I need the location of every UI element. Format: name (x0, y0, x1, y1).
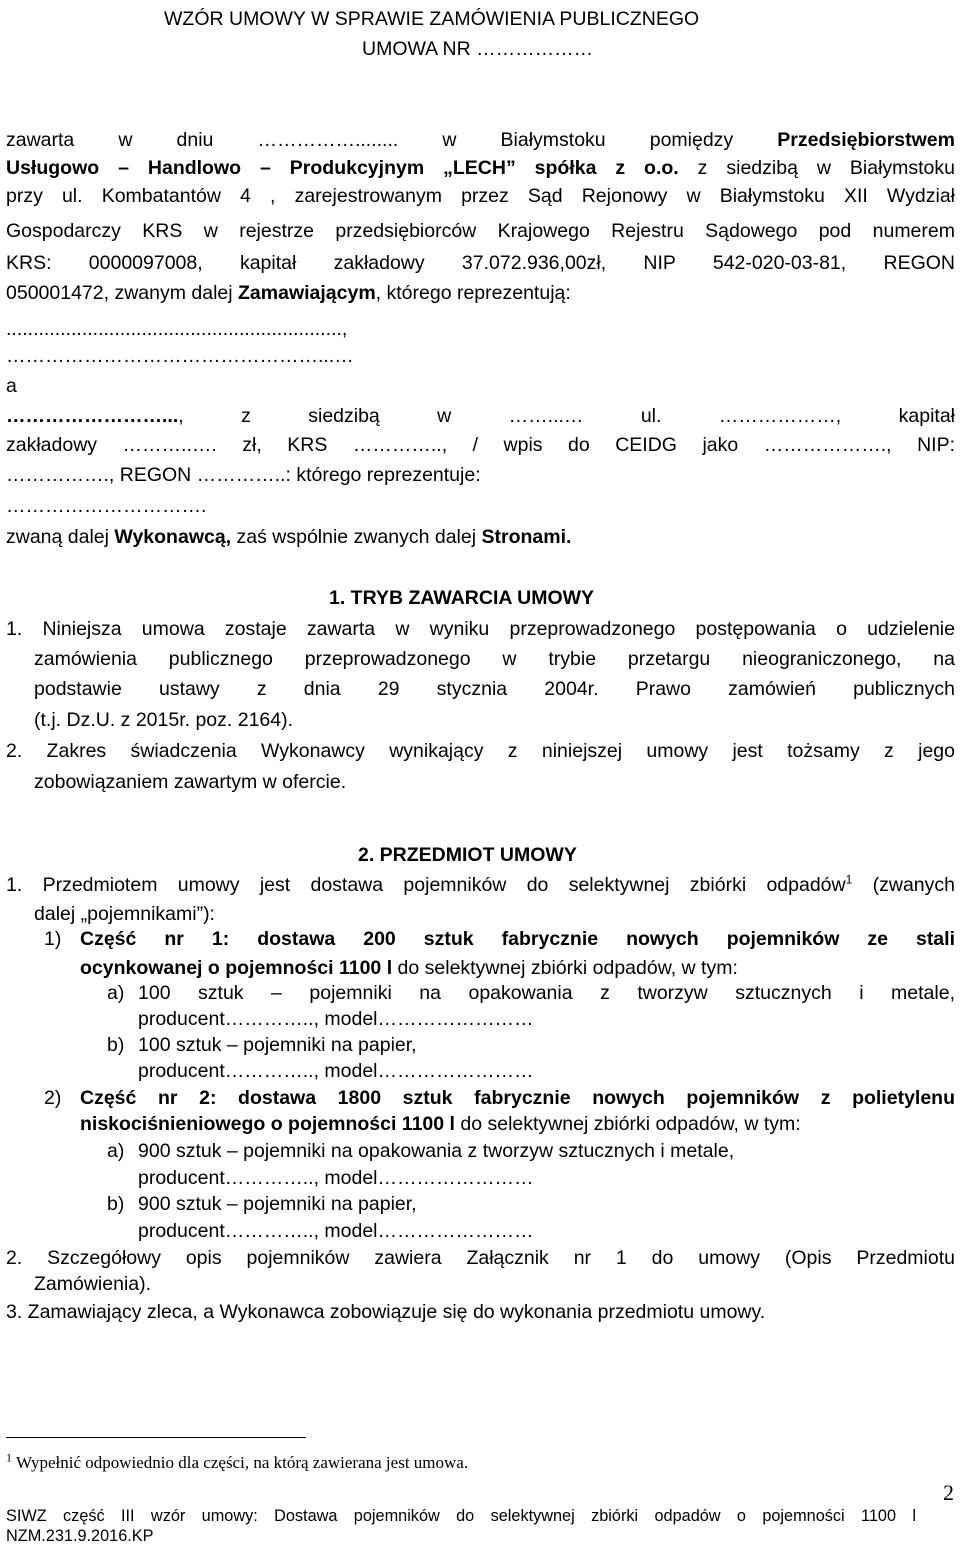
footer-line-2: NZM.231.9.2016.KP (6, 1527, 154, 1545)
section-1-p1-line-2: zamówienia publicznego przeprowadzonego w trybie przetargu nieograniczonego, na (34, 648, 955, 670)
footnote-separator (6, 1437, 306, 1438)
parties-line-5: KRS: 0000097008, kapitał zakładowy 37.072.936,00zł, NIP 542-020-03-81, REGON (6, 252, 955, 274)
item-2b-producer-model: producent………….., model…………………… (138, 1220, 534, 1242)
parties-line-1: zawarta w dniu ……………........ w Białymstoku pomiędzy Przedsiębiorstwem (6, 129, 955, 151)
parties-line-3: przy ul. Kombatantów 4 , zarejestrowanym przez Sąd Rejonowy w Białymstoku XII Wydział (6, 185, 955, 207)
item-1-number: 1) (44, 928, 62, 950)
section-2-p2-line-1: 2. Szczegółowy opis pojemników zawiera Załącznik nr 1 do umowy (Opis Przedmiotu (6, 1247, 955, 1269)
item-1b-letter: b) (107, 1034, 125, 1056)
contractor-line-4: zwaną dalej Wykonawcą, zaś wspólnie zwanych dalej Stronami. (6, 526, 572, 548)
footnote: $^1$ Wypełnić odpowiednio dla części, na którą zawierana jest umowa. (6, 1450, 469, 1472)
parties-line-2: Usługowo – Handlowo – Produkcyjnym „LECH” spółka z o.o. z siedzibą w Białymstoku (6, 157, 956, 179)
section-1-p2-line-1: 2. Zakres świadczenia Wykonawcy wynikający z niniejszej umowy jest tożsamy z jego (6, 740, 955, 762)
contract-number: UMOWA NR ……………… (362, 38, 594, 60)
contractor-line-2: zakładowy ………..…. zł, KRS ………….., / wpis do CEIDG jako ………………., NIP: (6, 434, 955, 456)
item-2a-letter: a) (107, 1140, 125, 1162)
representative-placeholder-2: …………………………………………...… (6, 345, 354, 367)
section-2-p3: 3. Zamawiający zleca, a Wykonawca zobowiązuje się do wykonania przedmiotu umowy. (6, 1301, 766, 1323)
item-2a-producer-model: producent………….., model…………………… (138, 1167, 534, 1189)
item-1a-producer-model: producent………….., model…………………… (138, 1008, 534, 1030)
contractor-line-1: ……………………..., z siedzibą w ……...… ul. ………………, kapitał (6, 405, 955, 427)
item-1a-letter: a) (107, 982, 125, 1004)
contractor-line-3: ……………., REGON …………..: którego reprezentuje: (6, 464, 481, 486)
item-1b-producer-model: producent………….., model…………………… (138, 1060, 534, 1082)
page-number: 2 (943, 1480, 954, 1505)
item-2b-line-1: 900 sztuk – pojemniki na papier, (138, 1193, 417, 1215)
representative-placeholder-1: .............................................................., (6, 318, 348, 340)
section-1-p1-line-1: 1. Niniejsza umowa zostaje zawarta w wyniku przeprowadzonego postępowania o udzielenie (6, 618, 955, 640)
item-1a-line-1: 100 sztuk – pojemniki na opakowania z tworzyw sztucznych i metale, (138, 982, 955, 1004)
item-2-line-2: niskociśnieniowego o pojemności 1100 l do selektywnej zbiórki odpadów, w tym: (80, 1113, 801, 1135)
section-2-p2-line-2: Zamówienia). (34, 1273, 152, 1295)
footnote-mark: 1 (6, 1450, 12, 1465)
section-1-p2-line-2: zobowiązaniem zawartym w ofercie. (34, 771, 347, 793)
item-2-line-1: Część nr 2: dostawa 1800 sztuk fabrycznie nowych pojemników z polietylenu (80, 1087, 955, 1109)
footer-line-1: SIWZ część III wzór umowy: Dostawa pojemników do selektywnej zbiórki odpadów o pojemności 1100 l (6, 1507, 916, 1525)
section-1-heading: 1. TRYB ZAWARCIA UMOWY (329, 587, 595, 609)
section-1-p1-line-3: podstawie ustawy z dnia 29 stycznia 2004r. Prawo zamówień publicznych (34, 678, 955, 700)
section-1-p1-line-4: (t.j. Dz.U. z 2015r. poz. 2164). (34, 709, 294, 731)
contractor-representative: …………………………. (6, 495, 207, 517)
item-1-line-2: ocynkowanej o pojemności 1100 l do selektywnej zbiórki odpadów, w tym: (80, 957, 738, 979)
item-2a-line-1: 900 sztuk – pojemniki na opakowania z tworzyw sztucznych i metale, (138, 1140, 735, 1162)
section-2-p1-line-2: dalej „pojemnikami”): (34, 903, 215, 925)
section-2-p1-line-1: 1. Przedmiotem umowy jest dostawa pojemników do selektywnej zbiórki odpadów$^1$ (zwanych (6, 872, 955, 896)
parties-line-6: 050001472, zwanym dalej Zamawiającym, którego reprezentują: (6, 282, 571, 304)
conjunction-a: a (6, 375, 17, 397)
item-1b-line-1: 100 sztuk – pojemniki na papier, (138, 1034, 417, 1056)
document-title: WZÓR UMOWY W SPRAWIE ZAMÓWIENIA PUBLICZNEGO (164, 8, 700, 30)
footnote-reference[interactable]: 1 (845, 872, 853, 887)
item-2b-letter: b) (107, 1193, 125, 1215)
item-2-number: 2) (44, 1087, 62, 1109)
item-1-line-1: Część nr 1: dostawa 200 sztuk fabrycznie nowych pojemników ze stali (80, 928, 955, 950)
parties-line-4: Gospodarczy KRS w rejestrze przedsiębiorców Krajowego Rejestru Sądowego pod numerem (6, 220, 955, 242)
section-2-heading: 2. PRZEDMIOT UMOWY (358, 844, 577, 866)
